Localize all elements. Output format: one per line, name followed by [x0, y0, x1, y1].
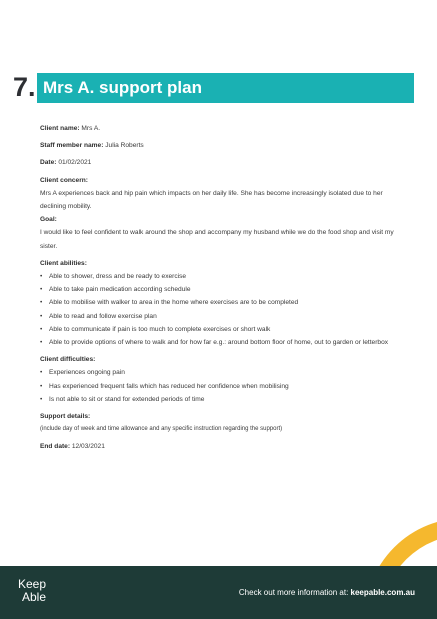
date-value: 01/02/2021 [56, 159, 92, 167]
date-row [40, 156, 410, 169]
end-date-row [40, 440, 410, 453]
difficulties-list [40, 366, 410, 406]
concern-text: Mrs A experiences back and hip pain which impacts on her daily life. She has become increasingly isolated due to her declining mobility. [40, 189, 383, 211]
list-item: • Able to mobilise with walker to area in the home where exercises are to be completed [40, 296, 408, 309]
end-date-label: End date: [40, 443, 71, 451]
list-item: • Able to read and follow exercise plan [40, 310, 408, 323]
logo-line-2: Able [22, 590, 47, 604]
date-label: Date: [40, 159, 57, 167]
section-header [13, 72, 405, 104]
list-item: • Able to take pain medication according schedule [40, 283, 408, 296]
goal-label: Goal: [40, 216, 57, 224]
footer-info-prefix: Check out more information at: [238, 588, 351, 597]
plan-content [40, 122, 410, 454]
logo-line-1: Keep [18, 577, 47, 591]
footer-link[interactable]: keepable.com.au [350, 588, 415, 597]
goal-text: I would like to feel confident to walk around the shop and accompany my husband while we do the food shop and visit my sister. [40, 229, 394, 250]
list-item: • Has experienced frequent falls which has reduced her confidence when mobilising [40, 380, 408, 393]
staff-value: Julia Roberts [103, 142, 144, 150]
client-name-value: Mrs A. [79, 125, 101, 132]
title-bar [37, 73, 414, 103]
list-item: • Able to communicate if pain is too much to complete exercises or short walk [40, 323, 408, 336]
footer-info [239, 588, 415, 598]
abilities-list [40, 270, 410, 349]
difficulties-label: Client difficulties: [40, 356, 96, 364]
list-item: • Able to shower, dress and be ready to exercise [40, 270, 408, 283]
staff-label: Staff member name: [40, 142, 104, 150]
support-label: Support details: [40, 413, 91, 421]
support-text: (include day of week and time allowance and any specific instruction regarding the support) [40, 426, 283, 433]
list-item: • Is not able to sit or stand for extended periods of time [40, 393, 408, 406]
page-title: Mrs A. support plan [43, 78, 202, 97]
list-item: • Able to provide options of where to walk and for how far e.g.: around bottom floor of home, out to garden or letterbox [40, 336, 408, 349]
staff-row [40, 139, 410, 152]
section-number: 7. [13, 72, 36, 102]
end-date-value: 12/03/2021 [70, 443, 105, 451]
list-item: • Experiences ongoing pain [40, 366, 408, 379]
abilities-label: Client abilities: [40, 259, 87, 267]
footer [0, 566, 437, 619]
keepable-logo [18, 578, 46, 604]
client-name-row [40, 122, 410, 135]
client-name-label: Client name: [40, 125, 80, 132]
concern-label: Client concern: [40, 176, 88, 184]
